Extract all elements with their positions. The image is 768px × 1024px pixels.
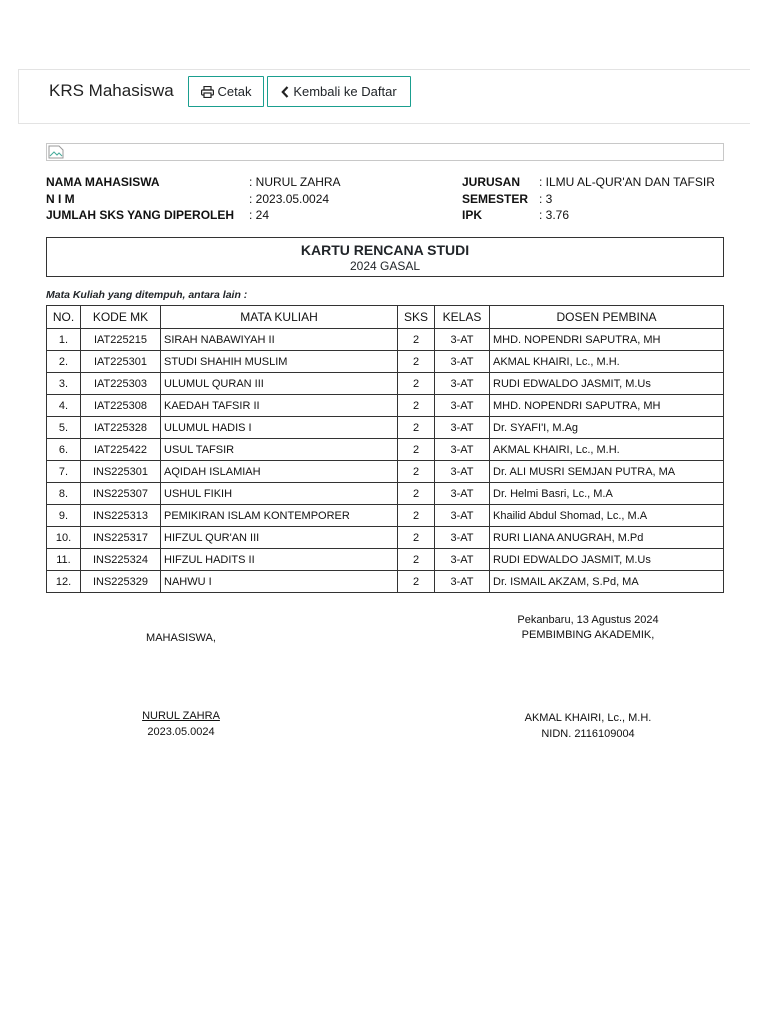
- semester-label: SEMESTER: [462, 192, 529, 206]
- student-signature-id: 2023.05.0024: [147, 726, 215, 738]
- courses-caption: Mata Kuliah yang ditempuh, antara lain :: [46, 289, 248, 301]
- cell-dosen: RURI LIANA ANUGRAH, M.Pd: [490, 527, 724, 549]
- table-row: [47, 549, 724, 571]
- cell-sks: 2: [398, 417, 435, 439]
- broken-image-icon: [48, 145, 64, 159]
- header-card: [18, 69, 750, 124]
- cell-kode-mk: IAT225303: [81, 373, 161, 395]
- semester-value: : 3: [539, 192, 553, 206]
- cell-dosen: MHD. NOPENDRI SAPUTRA, MH: [490, 329, 724, 351]
- sks-total-value: : 24: [249, 208, 270, 222]
- student-signature-name-text: NURUL ZAHRA: [142, 710, 220, 722]
- cell-dosen: RUDI EDWALDO JASMIT, M.Us: [490, 549, 724, 571]
- cell-mata-kuliah: PEMIKIRAN ISLAM KONTEMPORER: [161, 505, 398, 527]
- chevron-left-icon: [281, 86, 289, 98]
- ipk-label: IPK: [462, 208, 483, 222]
- cell-sks: 2: [398, 527, 435, 549]
- cell-kelas: 3-AT: [435, 439, 490, 461]
- cell-dosen: AKMAL KHAIRI, Lc., M.H.: [490, 439, 724, 461]
- cell-kelas: 3-AT: [435, 395, 490, 417]
- col-no-header: NO.: [47, 306, 81, 329]
- cell-sks: 2: [398, 395, 435, 417]
- print-icon: [201, 86, 214, 98]
- col-matakuliah-header: MATA KULIAH: [161, 306, 398, 329]
- cell-sks: 2: [398, 549, 435, 571]
- cell-no: 1.: [47, 329, 81, 351]
- cell-sks: 2: [398, 505, 435, 527]
- table-row: [47, 417, 724, 439]
- cell-kelas: 3-AT: [435, 483, 490, 505]
- cell-kode-mk: IAT225328: [81, 417, 161, 439]
- table-row: [47, 505, 724, 527]
- krs-title: KARTU RENCANA STUDI: [300, 242, 470, 258]
- nim-value: : 2023.05.0024: [249, 192, 330, 206]
- page-title: KRS Mahasiswa: [49, 81, 174, 100]
- student-signature-role: MAHASISWA,: [146, 632, 216, 644]
- cell-sks: 2: [398, 439, 435, 461]
- sks-total-label: JUMLAH SKS YANG DIPEROLEH: [46, 208, 235, 222]
- cell-mata-kuliah: HIFZUL QUR'AN III: [161, 527, 398, 549]
- header-banner-image: [46, 143, 724, 161]
- col-kelas-header: KELAS: [435, 306, 490, 329]
- table-row: [47, 395, 724, 417]
- cell-dosen: Dr. ISMAIL AKZAM, S.Pd, MA: [490, 571, 724, 593]
- table-row: [47, 439, 724, 461]
- jurusan-value: : ILMU AL-QUR'AN DAN TAFSIR: [539, 175, 715, 189]
- cell-no: 10.: [47, 527, 81, 549]
- table-row: [47, 373, 724, 395]
- print-button-label: Cetak: [217, 84, 252, 99]
- cell-sks: 2: [398, 461, 435, 483]
- cell-mata-kuliah: USHUL FIKIH: [161, 483, 398, 505]
- cell-no: 12.: [47, 571, 81, 593]
- table-row: [47, 461, 724, 483]
- signing-place-date: Pekanbaru, 13 Agustus 2024: [517, 614, 659, 626]
- name-value: : NURUL ZAHRA: [249, 175, 341, 189]
- cell-kode-mk: IAT225215: [81, 329, 161, 351]
- cell-dosen: Dr. Helmi Basri, Lc., M.A: [490, 483, 724, 505]
- cell-kelas: 3-AT: [435, 527, 490, 549]
- cell-kelas: 3-AT: [435, 417, 490, 439]
- cell-sks: 2: [398, 571, 435, 593]
- jurusan-label: JURUSAN: [462, 175, 521, 189]
- name-label: NAMA MAHASISWA: [46, 175, 160, 189]
- student-signature-name: [101, 708, 261, 724]
- cell-kode-mk: IAT225301: [81, 351, 161, 373]
- cell-dosen: MHD. NOPENDRI SAPUTRA, MH: [490, 395, 724, 417]
- cell-dosen: Dr. SYAFI'I, M.Ag: [490, 417, 724, 439]
- cell-kelas: 3-AT: [435, 351, 490, 373]
- table-row: [47, 483, 724, 505]
- cell-kelas: 3-AT: [435, 329, 490, 351]
- cell-sks: 2: [398, 373, 435, 395]
- krs-title-box: [46, 237, 724, 277]
- back-to-list-button[interactable]: [267, 76, 411, 107]
- table-header-row: [47, 306, 724, 329]
- krs-period: 2024 GASAL: [349, 259, 421, 273]
- cell-kode-mk: INS225313: [81, 505, 161, 527]
- cell-sks: 2: [398, 351, 435, 373]
- cell-sks: 2: [398, 483, 435, 505]
- cell-mata-kuliah: STUDI SHAHIH MUSLIM: [161, 351, 398, 373]
- table-row: [47, 351, 724, 373]
- cell-kelas: 3-AT: [435, 505, 490, 527]
- cell-kode-mk: IAT225308: [81, 395, 161, 417]
- cell-no: 2.: [47, 351, 81, 373]
- cell-no: 9.: [47, 505, 81, 527]
- cell-kode-mk: INS225307: [81, 483, 161, 505]
- cell-dosen: Dr. ALI MUSRI SEMJAN PUTRA, MA: [490, 461, 724, 483]
- cell-sks: 2: [398, 329, 435, 351]
- cell-no: 5.: [47, 417, 81, 439]
- cell-mata-kuliah: AQIDAH ISLAMIAH: [161, 461, 398, 483]
- cell-kelas: 3-AT: [435, 571, 490, 593]
- cell-mata-kuliah: KAEDAH TAFSIR II: [161, 395, 398, 417]
- cell-mata-kuliah: ULUMUL QURAN III: [161, 373, 398, 395]
- courses-table: [46, 305, 724, 593]
- table-row: [47, 571, 724, 593]
- cell-dosen: Khailid Abdul Shomad, Lc., M.A: [490, 505, 724, 527]
- cell-kode-mk: INS225317: [81, 527, 161, 549]
- cell-kode-mk: INS225324: [81, 549, 161, 571]
- table-row: [47, 329, 724, 351]
- advisor-signature-name: AKMAL KHAIRI, Lc., M.H.: [524, 712, 652, 724]
- print-button[interactable]: [188, 76, 264, 107]
- advisor-signature-id: NIDN. 2116109004: [541, 728, 635, 740]
- cell-kelas: 3-AT: [435, 549, 490, 571]
- table-row: [47, 527, 724, 549]
- col-sks-header: SKS: [398, 306, 435, 329]
- cell-kelas: 3-AT: [435, 461, 490, 483]
- cell-no: 8.: [47, 483, 81, 505]
- advisor-signature-role: PEMBIMBING AKADEMIK,: [521, 629, 655, 641]
- nim-label: N I M: [46, 192, 75, 206]
- cell-mata-kuliah: NAHWU I: [161, 571, 398, 593]
- cell-kelas: 3-AT: [435, 373, 490, 395]
- cell-dosen: RUDI EDWALDO JASMIT, M.Us: [490, 373, 724, 395]
- cell-kode-mk: INS225301: [81, 461, 161, 483]
- cell-mata-kuliah: SIRAH NABAWIYAH II: [161, 329, 398, 351]
- cell-kode-mk: INS225329: [81, 571, 161, 593]
- cell-kode-mk: IAT225422: [81, 439, 161, 461]
- cell-no: 3.: [47, 373, 81, 395]
- cell-mata-kuliah: HIFZUL HADITS II: [161, 549, 398, 571]
- cell-mata-kuliah: ULUMUL HADIS I: [161, 417, 398, 439]
- cell-mata-kuliah: USUL TAFSIR: [161, 439, 398, 461]
- cell-no: 6.: [47, 439, 81, 461]
- cell-dosen: AKMAL KHAIRI, Lc., M.H.: [490, 351, 724, 373]
- ipk-value: : 3.76: [539, 208, 570, 222]
- cell-no: 4.: [47, 395, 81, 417]
- cell-no: 11.: [47, 549, 81, 571]
- col-kode-header: KODE MK: [81, 306, 161, 329]
- col-dosen-header: DOSEN PEMBINA: [490, 306, 724, 329]
- back-button-label: Kembali ke Daftar: [293, 84, 397, 99]
- cell-no: 7.: [47, 461, 81, 483]
